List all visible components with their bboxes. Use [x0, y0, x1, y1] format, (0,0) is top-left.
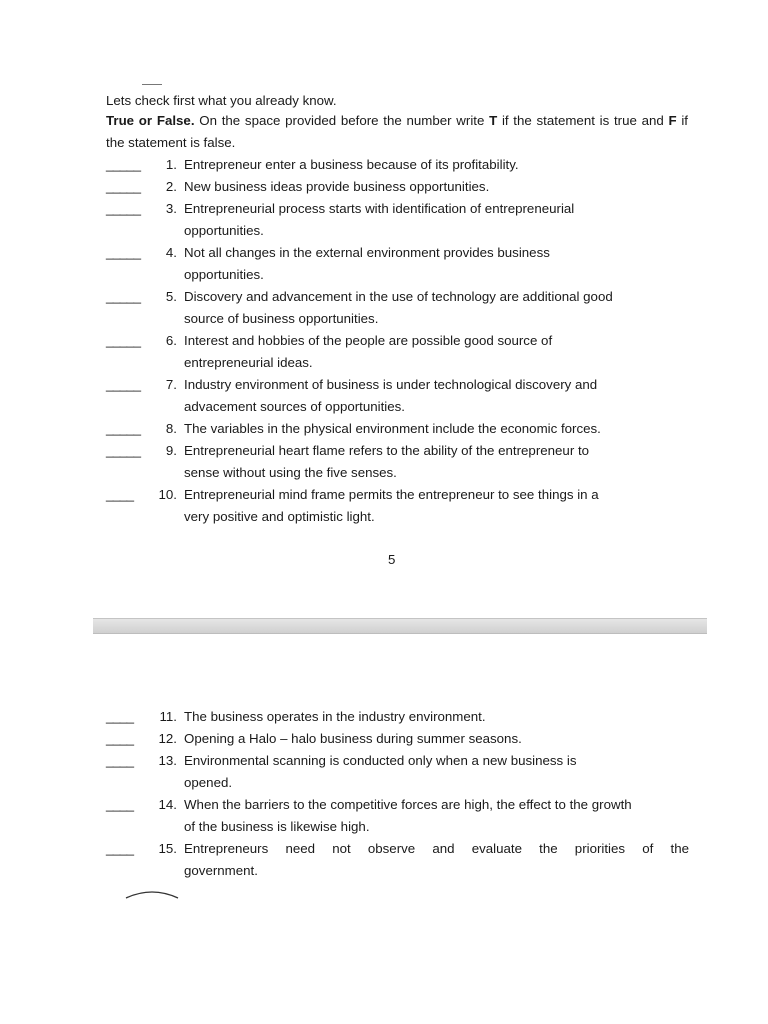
question-number: 1.	[165, 157, 177, 172]
question-item	[106, 242, 706, 286]
question-item	[106, 728, 706, 750]
question-text	[184, 154, 689, 176]
question-text-line: The variables in the physical environment include the economic forces.	[184, 421, 601, 436]
question-item	[106, 750, 706, 794]
question-item	[106, 706, 706, 728]
question-list-page-2	[106, 706, 706, 882]
question-text-line: government.	[184, 863, 258, 878]
question-number: 7.	[165, 377, 177, 392]
question-text-line: The business operates in the industry environment.	[184, 709, 486, 724]
question-text	[184, 484, 689, 528]
question-text	[184, 418, 689, 440]
question-number: 2.	[165, 179, 177, 194]
question-text-line: Industry environment of business is under technological discovery and	[184, 377, 598, 392]
instructions-post: if the statement is false.	[106, 113, 688, 150]
question-text	[184, 198, 689, 242]
question-text-line: advacement sources of opportunities.	[184, 399, 406, 414]
answer-blank: _____	[106, 333, 141, 348]
answer-blank: _____	[106, 421, 141, 436]
answer-blank: _____	[106, 201, 141, 216]
answer-blank: _____	[106, 245, 141, 260]
question-text	[184, 750, 689, 794]
question-text	[184, 176, 689, 198]
question-text-line: Not all changes in the external environment provides business	[184, 245, 550, 260]
question-text	[184, 728, 689, 750]
question-text-line: Entrepreneurial heart flame refers to the ability of the entrepreneur to	[184, 443, 590, 458]
question-number: 14.	[158, 797, 177, 812]
question-item	[106, 794, 706, 838]
question-text	[184, 374, 689, 418]
question-text-line: Environmental scanning is conducted only when a new business is	[184, 753, 577, 768]
question-item	[106, 440, 706, 484]
question-text-line: very positive and optimistic light.	[184, 509, 375, 524]
question-list-page-1	[106, 154, 706, 528]
question-text	[184, 838, 689, 882]
answer-blank: _____	[106, 157, 141, 172]
instructions	[106, 110, 688, 153]
question-text-line: Entrepreneurial process starts with identification of entrepreneurial	[184, 201, 575, 216]
question-text	[184, 440, 689, 484]
question-text-line: Entrepreneurs need not observe and evaluate the priorities of the	[184, 841, 689, 856]
question-item	[106, 838, 706, 882]
question-text-line: opened.	[184, 775, 233, 790]
document-page-2	[0, 636, 768, 1024]
question-text-line: Entrepreneur enter a business because of its profitability.	[184, 157, 519, 172]
question-text-line: Interest and hobbies of the people are possible good source of	[184, 333, 553, 348]
instructions-heading: True or False.	[106, 113, 195, 128]
question-item	[106, 176, 706, 198]
instructions-mid: if the statement is true and	[497, 113, 669, 128]
question-number: 8.	[165, 421, 177, 436]
question-text-line: Opening a Halo – halo business during summer seasons.	[184, 731, 522, 746]
question-number: 9.	[165, 443, 177, 458]
question-text-line: Discovery and advancement in the use of technology are additional good	[184, 289, 613, 304]
scan-arc-mark	[124, 886, 180, 906]
question-text-line: When the barriers to the competitive forces are high, the effect to the growth	[184, 797, 632, 812]
scan-mark	[142, 84, 162, 85]
question-number: 10.	[158, 487, 177, 502]
question-text-line: of the business is likewise high.	[184, 819, 370, 834]
question-text	[184, 286, 689, 330]
question-item	[106, 286, 706, 330]
question-text	[184, 330, 689, 374]
answer-blank: ____	[106, 797, 134, 812]
question-text-line: sense without using the five senses.	[184, 465, 397, 480]
answer-blank: ____	[106, 841, 134, 856]
question-text-line: New business ideas provide business opportunities.	[184, 179, 490, 194]
answer-blank: ____	[106, 487, 134, 502]
question-text	[184, 794, 689, 838]
question-text-line: Entrepreneurial mind frame permits the entrepreneur to see things in a	[184, 487, 599, 502]
question-number: 3.	[165, 201, 177, 216]
question-text-line: opportunities.	[184, 223, 264, 238]
answer-blank: ____	[106, 731, 134, 746]
answer-blank: _____	[106, 377, 141, 392]
question-number: 13.	[158, 753, 177, 768]
answer-blank: _____	[106, 289, 141, 304]
question-text	[184, 706, 689, 728]
instructions-letter-t: T	[489, 113, 498, 128]
answer-blank: ____	[106, 753, 134, 768]
question-item	[106, 484, 706, 528]
question-number: 4.	[165, 245, 177, 260]
question-text-line: opportunities.	[184, 267, 264, 282]
answer-blank: _____	[106, 443, 141, 458]
answer-blank: ____	[106, 709, 134, 724]
question-number: 11.	[159, 709, 177, 724]
instructions-letter-f: F	[668, 113, 677, 128]
question-item	[106, 198, 706, 242]
intro-text: Lets check first what you already know.	[106, 93, 337, 108]
question-text-line: source of business opportunities.	[184, 311, 379, 326]
question-number: 12.	[158, 731, 177, 746]
answer-blank: _____	[106, 179, 141, 194]
question-number: 15.	[158, 841, 177, 856]
instructions-pre: On the space provided before the number write	[194, 113, 490, 128]
page-number: 5	[388, 552, 396, 567]
question-text	[184, 242, 689, 286]
question-number: 6.	[165, 333, 177, 348]
question-text-line: entrepreneurial ideas.	[184, 355, 313, 370]
question-item	[106, 330, 706, 374]
question-item	[106, 374, 706, 418]
question-number: 5.	[165, 289, 177, 304]
page-divider	[93, 618, 707, 634]
question-item	[106, 418, 706, 440]
question-item	[106, 154, 706, 176]
